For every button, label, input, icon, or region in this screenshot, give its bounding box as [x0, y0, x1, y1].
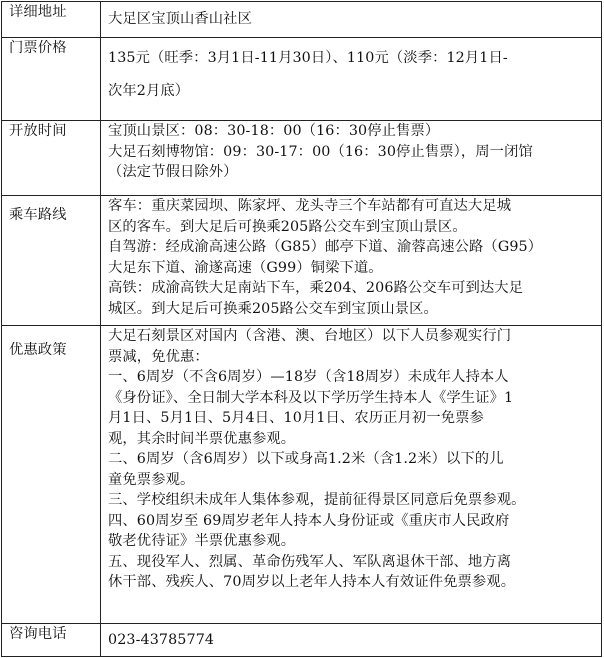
discount-line-8: 童免票参观。: [108, 471, 195, 488]
transport-line-6: 城区。到大足后可换乘205路公交车到宝顶山景区。: [108, 300, 438, 317]
discount-line-9: 三、学校组织未成年人集体参观，提前征得景区同意后免票参观。: [108, 492, 526, 508]
label-address: 详细地址: [2, 2, 101, 38]
discount-line-13: 休干部、残疾人、70周岁以上老年人持本人有效证件免票参观。: [108, 574, 516, 590]
ticket-price-line-2: 次年2月底）: [108, 82, 190, 99]
discount-line-1: 大足石刻景区对国内（含港、澳、台地区）以下人员参观实行门: [108, 328, 512, 344]
value-ticket-price: [101, 38, 602, 121]
discount-line-10: 四、60周岁至 69周岁老年人持本人身份证或《重庆市人民政府: [108, 512, 510, 529]
table-row-phone: [2, 624, 602, 657]
discount-line-12: 五、现役军人、烈属、革命伤残军人、军队离退休干部、地方离: [108, 553, 512, 570]
table-row-discount-policy: [2, 326, 602, 624]
scenic-info-table: [1, 1, 602, 657]
transport-line-5: 高铁：成渝高铁大足南站下车，乘204、206路公交车可到达大足: [108, 280, 524, 296]
opening-hours-line-2: 大足石刻博物馆：09：30-17：00（16：30停止售票），周一闭馆: [108, 143, 533, 160]
transport-line-4: 大足东下道、渝遂高速（G99）铜梁下道。: [108, 259, 383, 276]
label-ticket-price: 门票价格: [2, 38, 101, 121]
label-transport: 乘车路线: [2, 196, 101, 326]
phone-number: 023-43785774: [108, 631, 215, 648]
discount-line-4: 《身份证》、全日制大学本科及以下学历学生持本人《学生证》1: [108, 389, 514, 406]
opening-hours-line-1: 宝顶山景区：08：30-18：00（16：30停止售票）: [108, 123, 440, 139]
label-discount-policy: 优惠政策: [2, 326, 101, 624]
table-row-opening-hours: [2, 121, 602, 196]
discount-line-3: 一、6周岁（不含6周岁）—18岁（含18周岁）未成年人持本人: [108, 369, 509, 385]
transport-line-2: 区的客车。到大足后可换乘205路公交车到宝顶山景区。: [108, 218, 467, 235]
value-address: [101, 2, 602, 38]
discount-line-6: 观，其余时间半票优惠参观。: [108, 430, 296, 447]
label-phone: 咨询电话: [2, 624, 101, 657]
table-row-address: [2, 2, 602, 38]
discount-line-2: 票减，免优惠：: [108, 348, 209, 365]
ticket-price-line-1: 135元（旺季：3月1日-11月30日）、110元（淡季：12月1日-: [108, 50, 508, 66]
table-row-ticket-price: [2, 38, 602, 121]
address-text: 大足区宝顶山香山社区: [108, 11, 252, 28]
transport-line-3: 自驾游：经成渝高速公路（G85）邮亭下道、渝蓉高速公路（G95）: [108, 239, 543, 255]
value-phone: [101, 624, 602, 657]
discount-line-5: 月1日、5月1日、5月4日、10月1日、农历正月初一免票参: [108, 410, 484, 426]
discount-line-11: 敬老优待证》半票优惠参观。: [108, 533, 296, 549]
table-row-transport: [2, 196, 602, 326]
value-discount-policy: [101, 326, 602, 624]
discount-line-7: 二、6周岁（含6周岁）以下或身高1.2米（含1.2米）以下的儿: [108, 451, 504, 467]
value-transport: [101, 196, 602, 326]
opening-hours-line-3: （法定节假日除外）: [108, 164, 238, 180]
value-opening-hours: [101, 121, 602, 196]
transport-line-1: 客车：重庆菜园坝、陈家坪、龙头寺三个车站都有可直达大足城: [108, 198, 512, 214]
label-opening-hours: 开放时间: [2, 121, 101, 196]
